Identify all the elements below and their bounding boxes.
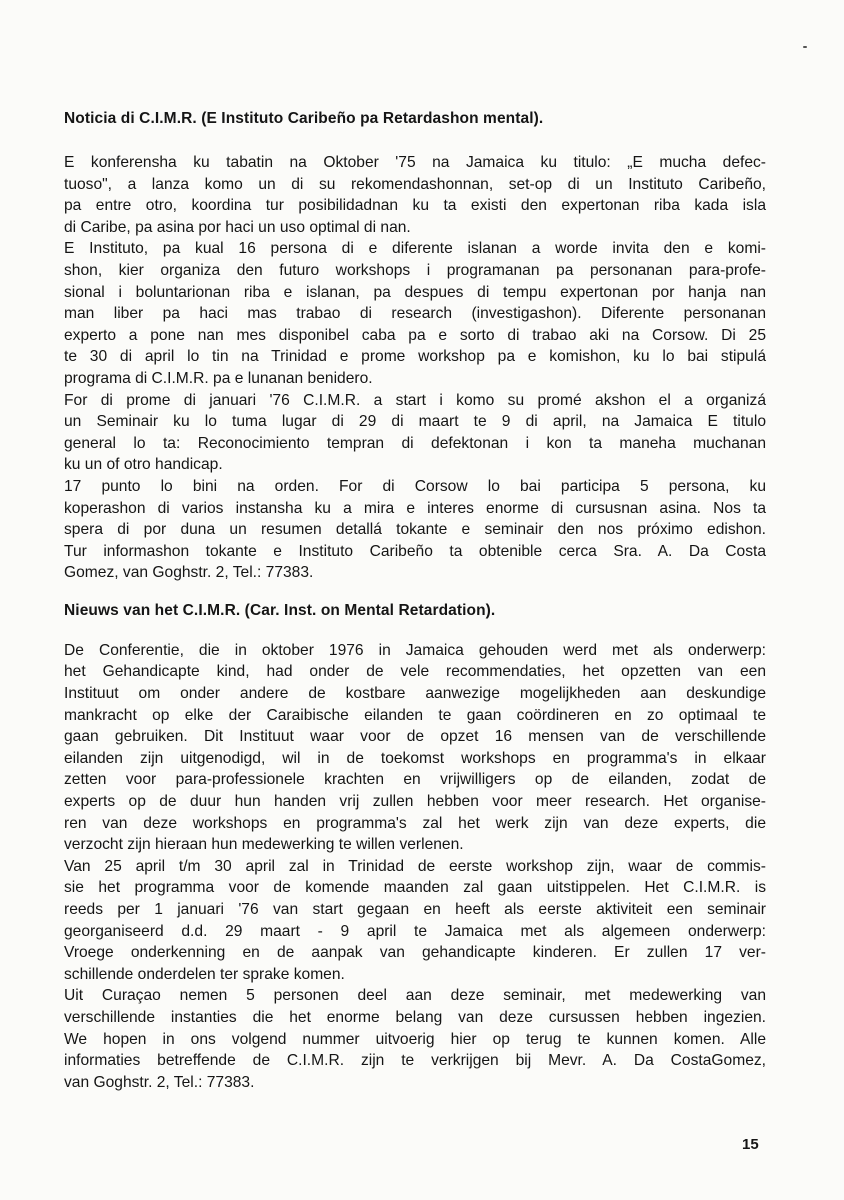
text-line: E Instituto, pa kual 16 persona di e diferente islanan a worde invita den e komi- [64, 240, 766, 258]
paragraph [64, 390, 766, 476]
text-line: For di prome di januari '76 C.I.M.R. a start i komo su promé akshon el a organizá [64, 391, 766, 409]
text-line: experts op de duur hun handen vrij zullen hebben voor meer research. Het organise- [64, 793, 766, 811]
text-line: te 30 di april lo tin na Trinidad e prome workshop pa e komishon, ku lo bai stipulá [64, 348, 766, 366]
paragraph [64, 856, 766, 986]
text-line: Instituut om onder andere de kostbare aanwezige mogelijkheden aan deskundige [64, 685, 766, 703]
text-line: ren van deze workshops en programma's zal het werk zijn van deze experts, die [64, 814, 766, 832]
text-line: reeds per 1 januari '76 van start gegaan en heeft als eerste aktiviteit een seminair [64, 901, 766, 918]
text-line: 17 punto lo bini na orden. For di Corsow lo bai participa 5 persona, ku [64, 477, 766, 495]
text-line: E konferensha ku tabatin na Oktober '75 na Jamaica ku titulo: „E mucha defec- [64, 154, 766, 171]
text-line: Van 25 april t/m 30 april zal in Trinidad de eerste workshop zijn, waar de commis- [64, 857, 766, 875]
text-line: zetten voor para-professionele krachten en vrijwilligers op de eilanden, zodat de [64, 771, 766, 789]
scan-speck [803, 46, 807, 48]
text-line: programa di C.I.M.R. pa e lunanan benidero. [64, 369, 373, 387]
section1-body [64, 152, 766, 584]
text-line: schillende onderdelen ter sprake komen. [64, 965, 345, 983]
text-line: Gomez, van Goghstr. 2, Tel.: 77383. [64, 564, 314, 582]
text-line: tuoso", a lanza komo un di su rekomendashonnan, set-op di un Instituto Caribeño, [64, 175, 766, 193]
page-body [64, 108, 766, 1093]
text-line: verzocht zijn hieraan hun medewerking te willen verlenen. [64, 836, 464, 854]
paragraph [64, 640, 766, 856]
paragraph [64, 238, 766, 389]
text-line: We hopen in ons volgend nummer uitvoerig hier op terug te kunnen komen. Alle [64, 1030, 766, 1048]
text-line: shon, kier organiza den futuro workshops i programanan pa personanan para-profe- [64, 261, 766, 279]
text-line: Vroege onderkenning en de aanpak van gehandicapte kinderen. Er zullen 17 ver- [64, 944, 766, 962]
text-line: het Gehandicapte kind, had onder de vele recommendaties, het opzetten van een [64, 663, 766, 681]
text-line: experto a pone nan mes disponibel caba pa e sorto di trabao aki na Corsow. Di 25 [64, 326, 766, 344]
text-line: mankracht op elke der Caraibische eilanden te gaan coördineren en zo optimaal te [64, 706, 766, 724]
paragraph [64, 476, 766, 584]
text-line: un Seminair ku lo tuma lugar di 29 di maart te 9 di april, na Jamaica E titulo [64, 413, 766, 431]
text-line: sional i boluntarionan riba e islanan, pa despues di tempu expertonan por hanja nan [64, 283, 766, 301]
section1-heading: Noticia di C.I.M.R. (E Instituto Caribeño pa Retardashon mental). [64, 110, 544, 127]
section2-body [64, 640, 766, 1093]
text-line: pa entre otro, koordina tur posibilidadnan ku ta existi den expertonan riba kada isla [64, 197, 766, 215]
text-line: sie het programma voor de komende maanden zal gaan uitstippelen. Het C.I.M.R. is [64, 879, 766, 897]
text-line: koperashon di varios instansha ku a mira e interes enorme di cursusnan asina. Nos ta [64, 499, 766, 517]
text-line: di Caribe, pa asina por haci un uso optimal di nan. [64, 218, 411, 236]
text-line: De Conferentie, die in oktober 1976 in Jamaica gehouden werd met als onderwerp: [64, 641, 766, 659]
page-number: 15 [742, 1136, 759, 1153]
text-line: Tur informashon tokante e Instituto Caribeño ta obtenible cerca Sra. A. Da Costa [64, 542, 766, 560]
text-line: georganiseerd d.d. 29 maart - 9 april te Jamaica met als algemeen onderwerp: [64, 922, 766, 940]
text-line: Uit Curaçao nemen 5 personen deel aan deze seminair, met medewerking van [64, 987, 766, 1005]
text-line: ku un of otro handicap. [64, 456, 223, 474]
text-line: van Goghstr. 2, Tel.: 77383. [64, 1073, 255, 1091]
paragraph [64, 985, 766, 1093]
text-line: general lo ta: Reconocimiento tempran di defektonan i kon ta maneha muchanan [64, 434, 766, 452]
text-line: gaan gebruiken. Dit Instituut waar voor de opzet 16 mensen van de verschillende [64, 728, 766, 746]
text-line: man liber pa haci mas trabao di research (investigashon). Diferente personanan [64, 305, 766, 323]
paragraph [64, 152, 766, 238]
text-line: spera di por duna un resumen detallá tokante e seminair den nos próximo edishon. [64, 521, 766, 539]
text-line: verschillende instanties die het enorme belang van deze cursussen hebben ingezien. [64, 1008, 766, 1026]
text-line: informaties betreffende de C.I.M.R. zijn te verkrijgen bij Mevr. A. Da CostaGomez, [64, 1052, 766, 1070]
text-line: eilanden zijn uitgenodigd, wil in de toekomst workshops en programma's in elkaar [64, 749, 766, 767]
section2-heading: Nieuws van het C.I.M.R. (Car. Inst. on Mental Retardation). [64, 601, 496, 619]
